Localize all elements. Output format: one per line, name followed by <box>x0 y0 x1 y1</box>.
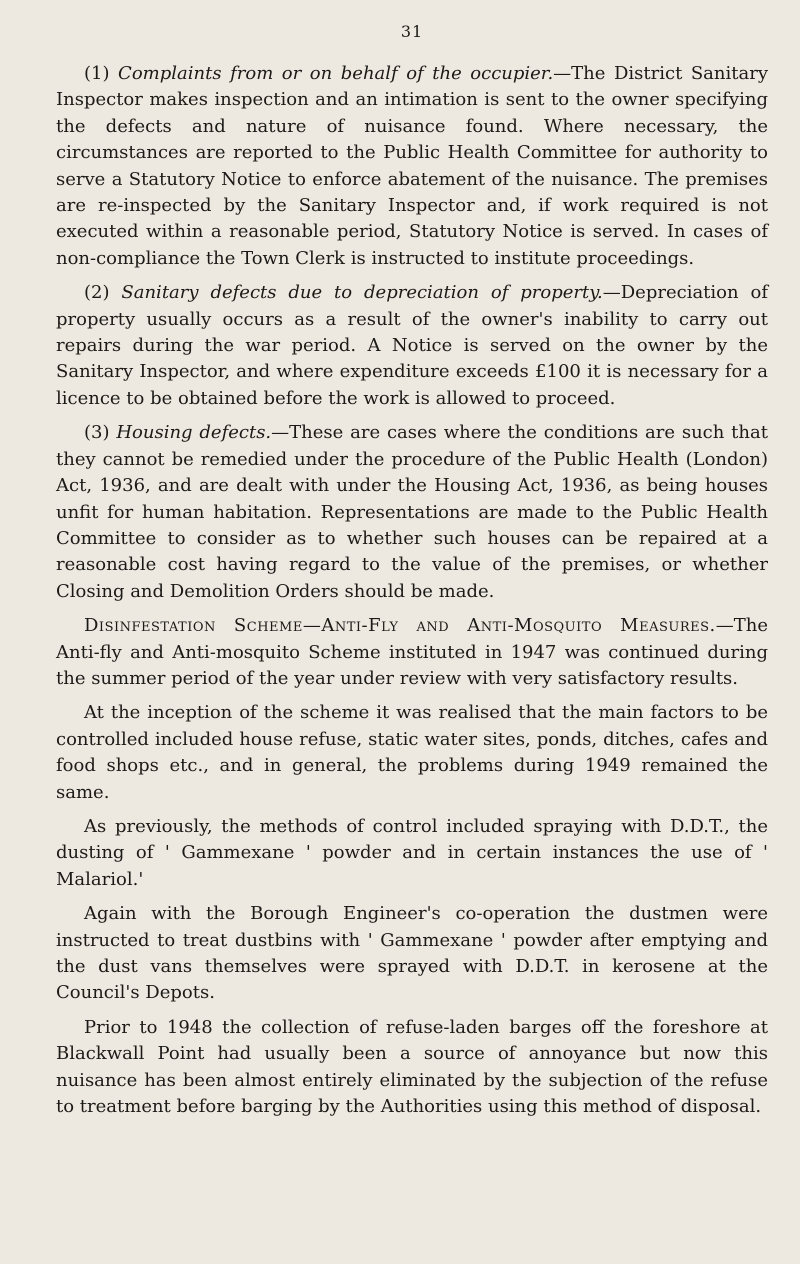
paragraph-lead: Housing defects. <box>116 422 272 444</box>
body-paragraph: As previously, the methods of control included spraying with D.D.T., the dusting of ' Gammexane ' powder and in certain instances the use of ' Malariol.' <box>56 815 768 890</box>
paragraph-text: —These are cases where the conditions are such that they cannot be remedied under the procedure of the Public Health (London) Act, 1936, and are dealt with under the Housing Act, 1936, as being houses unfit for human habitation. Representations are made to the Public Health Committee to consider as to whether such houses can be repaired at a reasonable cost having regard to the value of the premises, or whether Closing and Demolition Orders should be made. <box>56 422 768 602</box>
page-number: 31 <box>400 22 424 41</box>
section-heading: Disinfestation Scheme—Anti-Fly and Anti-Mosquito Measures. <box>84 615 716 637</box>
paragraph-lead: Complaints from or on behalf of the occupier. <box>118 63 554 84</box>
body-paragraph: At the inception of the scheme it was realised that the main factors to be controlled included house refuse, static water sites, ponds, ditches, cafes and food shops etc., and in general, the problems during 1949 remained the same. <box>56 702 768 803</box>
section-disinfestation <box>56 613 768 692</box>
paragraph-lead: Sanitary defects due to depreciation of property. <box>121 282 603 304</box>
paragraph-complaints <box>56 61 768 272</box>
paragraph-number: (1) <box>84 63 110 84</box>
paragraph-housing-defects <box>56 420 768 605</box>
paragraph-text: —The District Sanitary Inspector makes inspection and an intimation is sent to the owner specifying the defects and nature of nuisance found. Where necessary, the circumstances are reported to the Public Health Committee for authority to serve a Statutory Notice to enforce abatement of the nuisance. The premises are re-inspected by the Sanitary Inspector and, if work required is not executed within a reasonable period, Statutory Notice is served. In cases of non-compliance the Town Clerk is instructed to institute proceedings. <box>56 63 768 269</box>
body-paragraph: Again with the Borough Engineer's co-operation the dustmen were instructed to treat dustbins with ' Gammexane ' powder after emptying and the dust vans themselves were sprayed with D.D.T. in kerosene at the Council's Depots. <box>56 903 768 1004</box>
paragraph-number: (2) <box>84 282 110 304</box>
body-paragraph: Prior to 1948 the collection of refuse-laden barges off the foreshore at Blackwall Point had usually been a source of annoyance but now this nuisance has been almost entirely eliminated by the subjection of the refuse to treatment before barging by the Authorities using this method of disposal. <box>56 1016 768 1118</box>
paragraph-sanitary-defects <box>56 280 768 412</box>
paragraph-text: —Depreciation of property usually occurs as a result of the owner's inability to carry out repairs during the war period. A Notice is served on the owner by the Sanitary Inspector, and where expenditure exceeds £100 it is necessary for a licence to be obtained before the work is allowed to proceed. <box>56 282 768 409</box>
section-intro: —The Anti-fly and Anti-mosquito Scheme instituted in 1947 was continued during the summer period of the year under review with very satisfactory results. <box>56 615 768 689</box>
paragraph-number: (3) <box>84 422 110 444</box>
